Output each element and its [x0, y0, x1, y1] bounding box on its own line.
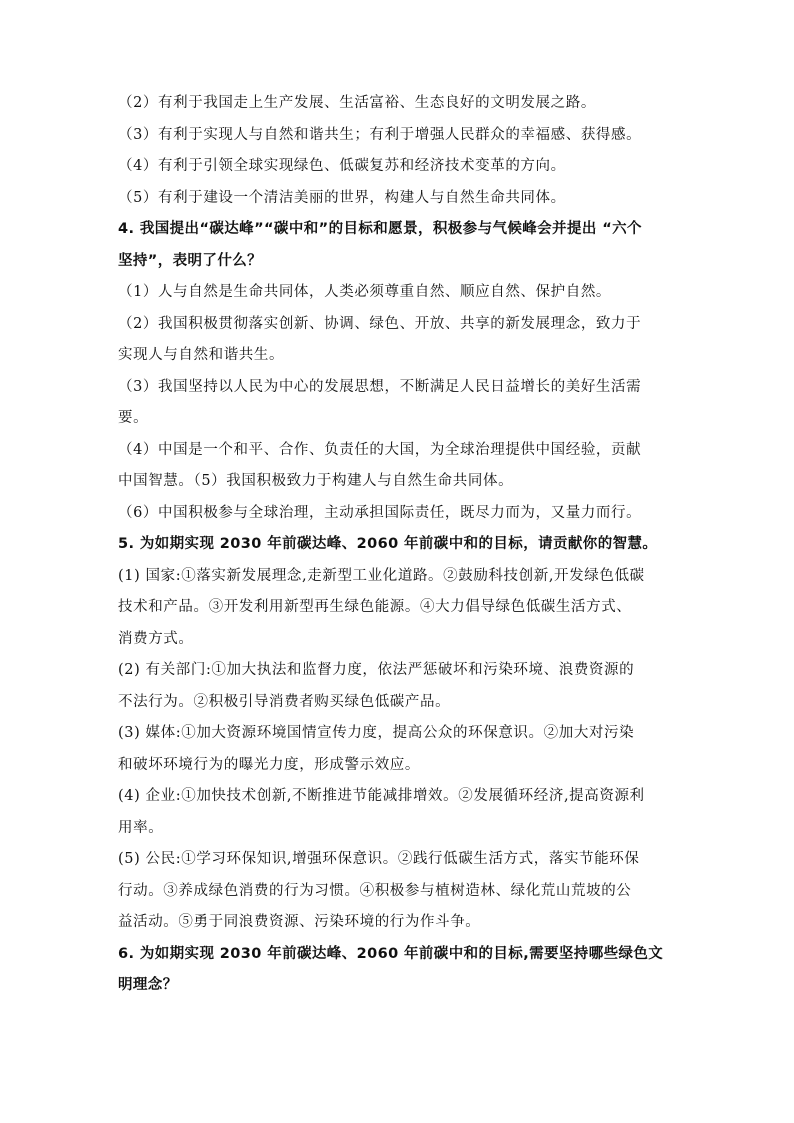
document-page [118, 88, 678, 1002]
text-line: 和破坏环境行为的曝光力度，形成警示效应。 [118, 756, 420, 773]
text-line: (1) 国家:①落实新发展理念,走新型工业化道路。②鼓励科技创新,开发绿色低碳 [118, 567, 645, 584]
question-heading: 4. 我国提出“碳达峰”“碳中和”的目标和愿景，积极参与气候峰会并提出 “六个 [118, 221, 642, 237]
text-line: 不法行为。②积极引导消费者购买绿色低碳产品。 [118, 693, 451, 710]
text-line: （2）我国积极贯彻落实创新、协调、绿色、开放、共享的新发展理念，致力于 [118, 315, 642, 332]
text-line: （4）有利于引领全球实现绿色、低碳复苏和经济技术变革的方向。 [118, 158, 566, 174]
text-line: （1）人与自然是生命共同体，人类必须尊重自然、顺应自然、保护自然。 [118, 284, 612, 300]
text-line: 实现人与自然和谐共生。 [118, 347, 285, 363]
text-line: (4) 企业:①加快技术创新,不断推进节能减排增效。②发展循环经济,提高资源利 [118, 788, 645, 804]
text-line: 中国智慧。（5）我国积极致力于构建人与自然生命共同体。 [118, 473, 514, 489]
text-line: (3) 媒体:①加大资源环境国情宣传力度，提高公众的环保意识。②加大对污染 [118, 725, 635, 741]
text-line: （4）中国是一个和平、合作、负责任的大国，为全球治理提供中国经验，贡献 [118, 441, 642, 458]
text-line: （2）有利于我国走上生产发展、生活富裕、生态良好的文明发展之路。 [118, 95, 596, 111]
text-line: (2) 有关部门:①加大执法和监督力度，依法严惩破坏和污染环境、浪费资源的 [118, 662, 635, 678]
text-line: (5) 公民:①学习环保知识,增强环保意识。②践行低碳生活方式，落实节能环保 [118, 851, 640, 867]
question-heading: 坚持”，表明了什么？ [118, 252, 263, 269]
text-line: 技术和产品。③开发利用新型再生绿色能源。④大力倡导绿色低碳生活方式、 [118, 599, 632, 615]
text-line: （3）我国坚持以人民为中心的发展思想，不断满足人民日益增长的美好生活需 [118, 378, 642, 395]
question-heading: 6. 为如期实现 2030 年前碳达峰、2060 年前碳中和的目标,需要坚持哪些绿色文 [118, 945, 664, 962]
question-heading: 5. 为如期实现 2030 年前碳达峰、2060 年前碳中和的目标，请贡献你的智慧。 [118, 536, 658, 552]
text-line: 要。 [118, 410, 149, 426]
text-line: （3）有利于实现人与自然和谐共生；有利于增强人民群众的幸福感、获得感。 [118, 126, 642, 143]
text-line: 消费方式。 [118, 630, 194, 647]
text-line: 用率。 [118, 819, 164, 836]
text-line: （5）有利于建设一个清洁美丽的世界，构建人与自然生命共同体。 [118, 189, 566, 206]
text-line: 益活动。⑤勇于同浪费资源、污染环境的行为作斗争。 [118, 914, 481, 930]
text-line: 行动。③养成绿色消费的行为习惯。④积极参与植树造林、绿化荒山荒坡的公 [118, 882, 632, 899]
text-line: （6）中国积极参与全球治理，主动承担国际责任，既尽力而为，又量力而行。 [118, 504, 642, 521]
question-heading: 明理念？ [118, 977, 178, 993]
